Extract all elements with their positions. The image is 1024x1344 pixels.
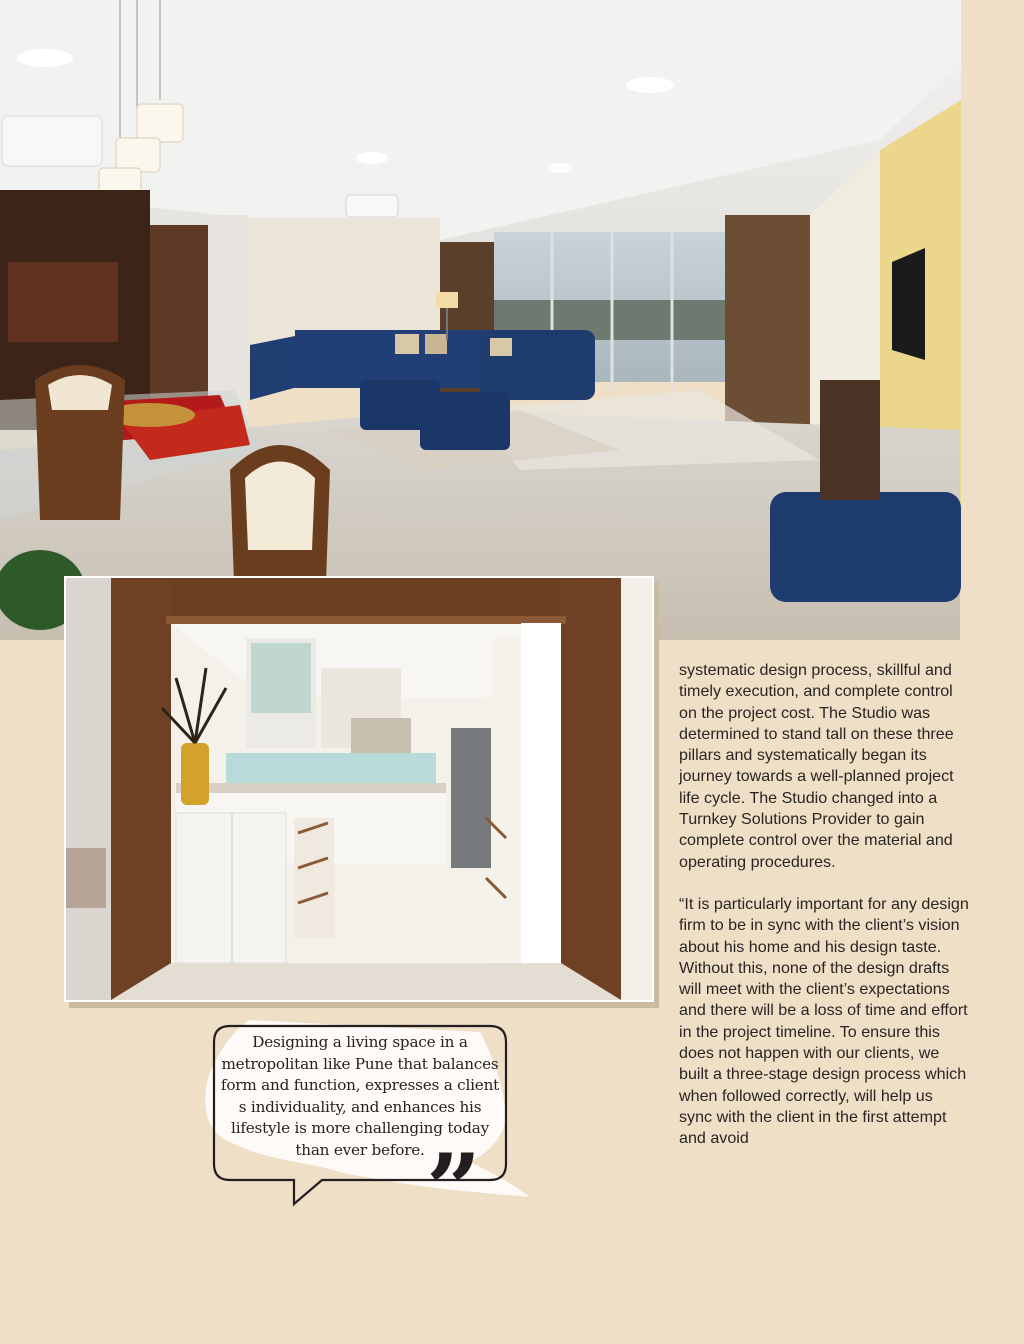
kitchen-photo bbox=[64, 576, 654, 1002]
quote-text: Designing a living space in a metropolitan like Pune that balances form and function, expresses a client s individuality, and enhances his lifestyle is more challenging today than ever before. bbox=[220, 1033, 500, 1159]
article-paragraph: systematic design process, skillful and timely execution, and complete control on the project cost. The Studio was determined to stand tall on these three pillars and systematically began its journey towards a well-planned project life cycle. The Studio changed into a Turnkey Solutions Provider to gain complete control over the material and operating procedures. bbox=[679, 661, 954, 871]
article-body bbox=[679, 660, 969, 1171]
pull-quote bbox=[190, 1012, 550, 1246]
article-paragraph: “It is particularly important for any design firm to be in sync with the client’s vision about his home and his design taste. Without this, none of the design drafts will meet with the client’s expectations and there will be a loss of time and effort in the project timeline. To ensure this does not happen with our clients, we built a three-stage design process which when followed correctly, will help us sync with the client in the first attempt and avoid bbox=[679, 894, 969, 1148]
living-room-photo bbox=[0, 0, 961, 640]
closing-quote-icon: ” bbox=[426, 1133, 482, 1246]
page-margin bbox=[961, 0, 1024, 640]
